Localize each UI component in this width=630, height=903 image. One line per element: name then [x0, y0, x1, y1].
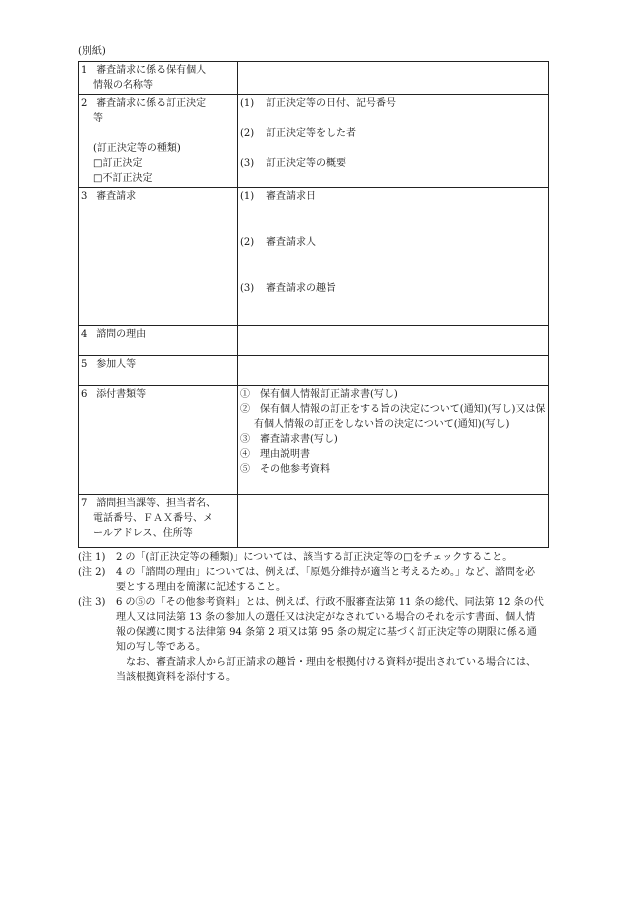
item-number: (3) — [240, 283, 255, 294]
row-value[interactable] — [238, 356, 549, 386]
item-number: (1) — [240, 98, 255, 109]
row-label-text: 諮問担当課等、担当者名、 — [96, 498, 217, 509]
notes-section — [78, 550, 544, 685]
row-value[interactable] — [238, 62, 549, 95]
item-text: 訂正決定等の概要 — [266, 158, 346, 169]
item-number: (3) — [240, 158, 255, 169]
row-value[interactable] — [238, 95, 549, 188]
table-row — [79, 356, 549, 386]
form-table — [78, 61, 549, 548]
attachment-item: ③ 審査請求書(写し) — [240, 434, 338, 445]
row-label — [79, 188, 238, 326]
table-row — [79, 326, 549, 356]
table-row — [79, 62, 549, 95]
note-item — [78, 550, 544, 565]
note-item — [78, 565, 544, 595]
row-number: 3 — [81, 191, 88, 202]
item-text: 審査請求人 — [266, 237, 316, 248]
note-item — [78, 595, 544, 655]
table-row — [79, 188, 549, 326]
attachment-item: ① 保有個人情報訂正請求書(写し) — [240, 389, 398, 400]
row-label-text: 審査請求に係る訂正決定 — [96, 98, 207, 109]
row-label — [79, 326, 238, 356]
table-row — [79, 386, 549, 495]
note-additional-text: なお、審査請求人から訂正請求の趣旨・理由を根拠付ける資料が提出されている場合には、当該根拠資料を添付する。 — [116, 657, 536, 683]
row-number: 6 — [81, 389, 88, 400]
attachment-item: ⑤ その他参考資料 — [240, 464, 330, 475]
table-row — [79, 495, 549, 548]
note-text: 4 の「諮問の理由」については、例えば、「原処分維持が適当と考えるため。」など、諮問を必要とする理由を簡潔に記述すること。 — [116, 567, 535, 593]
row-value[interactable] — [238, 326, 549, 356]
non-correction-decision-checkbox[interactable]: □不訂正決定 — [93, 173, 153, 184]
row-label-text: ールアドレス、住所等 — [93, 528, 193, 539]
correction-decision-checkbox[interactable]: □訂正決定 — [93, 158, 143, 169]
row-label — [79, 356, 238, 386]
item-text: 審査請求日 — [266, 191, 316, 202]
row-label-text: 審査請求 — [96, 191, 137, 202]
row-value[interactable] — [238, 386, 549, 495]
row-number: 4 — [81, 329, 88, 340]
item-number: (1) — [240, 191, 255, 202]
row-number: 7 — [81, 498, 88, 509]
attachment-item: ② 保有個人情報の訂正をする旨の決定について(通知)(写し)又は保有個人情報の訂正をしない旨の決定について(通知)(写し) — [240, 404, 546, 430]
row-label-text: 参加人等 — [96, 359, 137, 370]
row-label-text: 等 — [93, 113, 103, 124]
row-number: 1 — [81, 65, 88, 76]
appendix-label: (別紙) — [78, 46, 106, 57]
item-number: (2) — [240, 128, 255, 139]
document-page — [78, 44, 544, 685]
table-row — [79, 95, 549, 188]
item-text: 訂正決定等をした者 — [266, 128, 356, 139]
row-number: 5 — [81, 359, 88, 370]
decision-type-heading: (訂正決定等の種類) — [93, 143, 181, 154]
row-value[interactable] — [238, 495, 549, 548]
note-label: (注 1) — [78, 552, 106, 563]
row-label — [79, 62, 238, 95]
item-text: 訂正決定等の日付、記号番号 — [266, 98, 396, 109]
row-value[interactable] — [238, 188, 549, 326]
item-text: 審査請求の趣旨 — [266, 283, 336, 294]
note-text: 6 の⑤の「その他参考資料」とは、例えば、行政不服審査法第 11 条の総代、同法第 12 条の代理人又は同法第 13 条の参加人の選任又は決定がなされている場合のそれを示す書面、個人情報の保護に関する法律第 94 条第 2 項又は第 95 条の規定に基づく訂正決定等の期限に係る通知の写し等である。 — [116, 597, 544, 653]
note-label: (注 3) — [78, 597, 106, 608]
note-label: (注 2) — [78, 567, 106, 578]
item-number: (2) — [240, 237, 255, 248]
attachment-item: ④ 理由説明書 — [240, 449, 310, 460]
row-label-text: 諮問の理由 — [96, 329, 147, 340]
row-label-text: 情報の名称等 — [93, 80, 153, 91]
row-label — [79, 95, 238, 188]
row-label — [79, 495, 238, 548]
row-label-text: 電話番号、ＦＡＸ番号、メ — [93, 513, 213, 524]
row-label-text: 添付書類等 — [96, 389, 147, 400]
row-label-text: 審査請求に係る保有個人 — [96, 65, 207, 76]
row-label — [79, 386, 238, 495]
note-text: 2 の「(訂正決定等の種類)」については、該当する訂正決定等の□をチェックすること。 — [116, 552, 513, 563]
row-number: 2 — [81, 98, 88, 109]
